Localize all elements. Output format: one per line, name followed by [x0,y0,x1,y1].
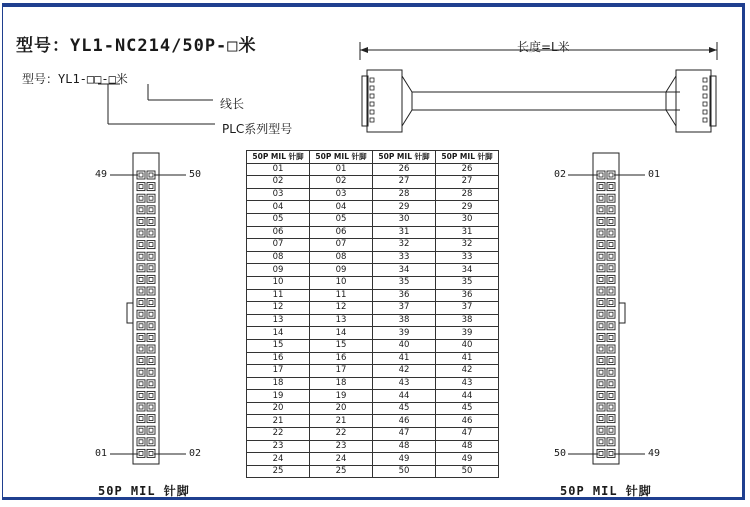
table-cell: 08 [310,251,373,264]
connector-pin [147,217,155,225]
table-cell: 01 [310,163,373,176]
table-cell: 42 [436,365,499,378]
column-header: 50P MIL 针脚 [436,151,499,164]
connector-pin [597,403,605,411]
table-row [247,302,499,315]
connector-pin [137,426,145,434]
table-cell: 41 [436,352,499,365]
connector-pin [147,252,155,260]
pin-mapping-table [246,150,499,478]
connector-pin [137,287,145,295]
table-cell: 30 [436,213,499,226]
connector-pin [137,171,145,179]
table-row [247,176,499,189]
table-cell: 04 [310,201,373,214]
column-header: 50P MIL 针脚 [310,151,373,164]
connector-pin [147,380,155,388]
connector-pin [147,357,155,365]
connector-pin [607,275,615,283]
table-cell: 43 [373,377,436,390]
table-cell: 13 [247,314,310,327]
connector-pin [137,333,145,341]
table-cell: 29 [373,201,436,214]
connector-pin [137,310,145,318]
table-cell: 01 [247,163,310,176]
page-title: 型号：YL1-NC214/50P-□米 [16,36,257,56]
table-cell: 26 [436,163,499,176]
connector-pin [147,438,155,446]
connector-pin [597,357,605,365]
right-pin-49: 49 [648,448,661,459]
column-header: 50P MIL 针脚 [247,151,310,164]
right-pin-02: 02 [554,169,567,180]
table-cell: 28 [436,188,499,201]
connector-pin [137,322,145,330]
table-cell: 05 [247,213,310,226]
connector-pin [137,206,145,214]
table-cell: 17 [247,365,310,378]
connector-pin [607,333,615,341]
table-cell: 48 [373,440,436,453]
table-cell: 03 [247,188,310,201]
connector-pin [147,449,155,457]
connector-pin [137,252,145,260]
table-cell: 37 [373,302,436,315]
table-row [247,390,499,403]
connector-pin [607,252,615,260]
connector-pin [597,415,605,423]
connector-pin [597,241,605,249]
connector-pin [147,275,155,283]
table-cell: 26 [373,163,436,176]
label-plc-series: PLC系列型号 [222,122,293,136]
table-cell: 32 [436,239,499,252]
connector-pin [137,299,145,307]
connector-pin [597,322,605,330]
table-row [247,264,499,277]
table-cell: 33 [373,251,436,264]
connector-pin [607,415,615,423]
connector-pin [597,299,605,307]
connector-pin [137,368,145,376]
connector-pin [137,415,145,423]
connector-pin [597,171,605,179]
connector-pin [147,229,155,237]
table-cell: 09 [310,264,373,277]
connector-pin [147,183,155,191]
table-row [247,402,499,415]
connector-pin [147,426,155,434]
left-pin-01: 01 [95,448,108,459]
left-connector-caption: 50P MIL 针脚 [98,484,190,498]
table-cell: 38 [373,314,436,327]
connector-pin [147,333,155,341]
table-cell: 06 [310,226,373,239]
connector-pin [597,252,605,260]
table-cell: 50 [373,465,436,478]
table-row [247,339,499,352]
table-cell: 20 [247,402,310,415]
connector-pin [137,391,145,399]
connector-pin [597,438,605,446]
table-cell: 07 [247,239,310,252]
table-cell: 31 [373,226,436,239]
right-pin-50: 50 [554,448,567,459]
table-cell: 41 [373,352,436,365]
connector-pin [137,380,145,388]
table-cell: 34 [373,264,436,277]
table-cell: 18 [247,377,310,390]
table-cell: 43 [436,377,499,390]
table-cell: 13 [310,314,373,327]
connector-pin [607,183,615,191]
table-cell: 38 [436,314,499,327]
table-cell: 11 [247,289,310,302]
connector-pin [597,183,605,191]
table-cell: 10 [247,276,310,289]
table-cell: 47 [373,428,436,441]
connector-pin [597,217,605,225]
label-cable-length: 长度=L米 [517,40,570,54]
model-code: 型号：YL1-□□-□米 [22,72,128,86]
table-cell: 25 [310,465,373,478]
connector-pin [137,217,145,225]
right-connector [593,153,625,464]
left-pin-50: 50 [189,169,202,180]
connector-pin [607,345,615,353]
connector-pin [147,171,155,179]
connector-pin [137,345,145,353]
table-cell: 21 [247,415,310,428]
label-line-length: 线长 [220,97,245,111]
table-cell: 44 [436,390,499,403]
table-cell: 21 [310,415,373,428]
connector-pin [137,275,145,283]
table-cell: 23 [247,440,310,453]
connector-pin [597,333,605,341]
connector-pin [607,322,615,330]
table-row [247,314,499,327]
table-cell: 14 [310,327,373,340]
table-row [247,188,499,201]
table-cell: 32 [373,239,436,252]
table-cell: 19 [247,390,310,403]
connector-pin [607,380,615,388]
connector-pin [137,241,145,249]
connector-pin [607,438,615,446]
connector-pin [607,426,615,434]
table-cell: 29 [436,201,499,214]
connector-pin [597,426,605,434]
connector-pin [597,368,605,376]
connector-pin [597,345,605,353]
table-row [247,289,499,302]
table-cell: 19 [310,390,373,403]
table-cell: 37 [436,302,499,315]
left-pin-49: 49 [95,169,108,180]
connector-pin [597,449,605,457]
table-row [247,163,499,176]
left-pin-02: 02 [189,448,202,459]
table-row [247,365,499,378]
table-cell: 46 [373,415,436,428]
table-cell: 18 [310,377,373,390]
table-cell: 17 [310,365,373,378]
cable-drawing [362,70,716,132]
connector-pin [137,264,145,272]
table-cell: 42 [373,365,436,378]
connector-pin [147,391,155,399]
table-cell: 16 [310,352,373,365]
connector-pin [607,194,615,202]
connector-pin [607,357,615,365]
connector-pin [597,275,605,283]
connector-pin [147,415,155,423]
table-cell: 35 [373,276,436,289]
table-cell: 27 [373,176,436,189]
connector-pin [147,264,155,272]
table-cell: 47 [436,428,499,441]
table-row [247,440,499,453]
table-cell: 22 [247,428,310,441]
connector-pin [147,368,155,376]
table-cell: 02 [247,176,310,189]
table-cell: 48 [436,440,499,453]
connector-pin [597,310,605,318]
connector-pin [607,391,615,399]
table-cell: 39 [373,327,436,340]
table-cell: 03 [310,188,373,201]
table-row [247,415,499,428]
connector-pin [137,194,145,202]
table-row [247,465,499,478]
table-cell: 11 [310,289,373,302]
table-cell: 24 [247,453,310,466]
table-cell: 40 [373,339,436,352]
table-cell: 04 [247,201,310,214]
connector-pin [607,171,615,179]
table-cell: 30 [373,213,436,226]
connector-pin [147,287,155,295]
table-row [247,239,499,252]
connector-pin [607,229,615,237]
connector-pin [597,206,605,214]
table-cell: 33 [436,251,499,264]
table-cell: 50 [436,465,499,478]
connector-pin [607,206,615,214]
connector-pin [607,264,615,272]
left-connector [127,153,159,464]
connector-pin [147,206,155,214]
connector-pin [607,368,615,376]
table-cell: 45 [436,402,499,415]
connector-pin [607,287,615,295]
connector-pin [137,357,145,365]
table-cell: 39 [436,327,499,340]
connector-pin [147,403,155,411]
table-cell: 09 [247,264,310,277]
table-cell: 02 [310,176,373,189]
table-cell: 27 [436,176,499,189]
connector-pin [597,287,605,295]
connector-pin [147,310,155,318]
table-cell: 23 [310,440,373,453]
connector-pin [607,299,615,307]
table-cell: 28 [373,188,436,201]
table-row [247,327,499,340]
table-cell: 25 [247,465,310,478]
table-cell: 36 [436,289,499,302]
table-row [247,428,499,441]
table-cell: 31 [436,226,499,239]
connector-pin [147,322,155,330]
connector-pin [607,241,615,249]
table-cell: 14 [247,327,310,340]
right-connector-caption: 50P MIL 针脚 [560,484,652,498]
table-row [247,213,499,226]
table-cell: 49 [436,453,499,466]
table-cell: 46 [436,415,499,428]
table-cell: 20 [310,402,373,415]
connector-pin [607,403,615,411]
connector-pin [597,264,605,272]
table-row [247,276,499,289]
connector-pin [607,217,615,225]
table-cell: 05 [310,213,373,226]
connector-pin [597,391,605,399]
connector-pin [147,194,155,202]
table-cell: 08 [247,251,310,264]
table-cell: 12 [310,302,373,315]
connector-pin [137,183,145,191]
table-cell: 44 [373,390,436,403]
connector-pin [607,449,615,457]
connector-pin [147,299,155,307]
table-row [247,251,499,264]
table-cell: 22 [310,428,373,441]
table-row [247,226,499,239]
table-cell: 49 [373,453,436,466]
table-cell: 34 [436,264,499,277]
table-cell: 45 [373,402,436,415]
table-cell: 36 [373,289,436,302]
table-header-row [247,151,499,164]
table-cell: 35 [436,276,499,289]
connector-pin [147,241,155,249]
table-cell: 10 [310,276,373,289]
table-cell: 07 [310,239,373,252]
table-row [247,201,499,214]
table-cell: 15 [247,339,310,352]
connector-pin [597,229,605,237]
connector-pin [137,229,145,237]
table-cell: 24 [310,453,373,466]
table-row [247,377,499,390]
connector-pin [147,345,155,353]
column-header: 50P MIL 针脚 [373,151,436,164]
connector-pin [137,403,145,411]
connector-pin [137,438,145,446]
connector-pin [597,380,605,388]
table-row [247,453,499,466]
connector-pin [607,310,615,318]
table-cell: 15 [310,339,373,352]
table-cell: 40 [436,339,499,352]
table-row [247,352,499,365]
table-cell: 06 [247,226,310,239]
connector-pin [597,194,605,202]
right-pin-01: 01 [648,169,661,180]
table-cell: 12 [247,302,310,315]
connector-pin [137,449,145,457]
table-cell: 16 [247,352,310,365]
